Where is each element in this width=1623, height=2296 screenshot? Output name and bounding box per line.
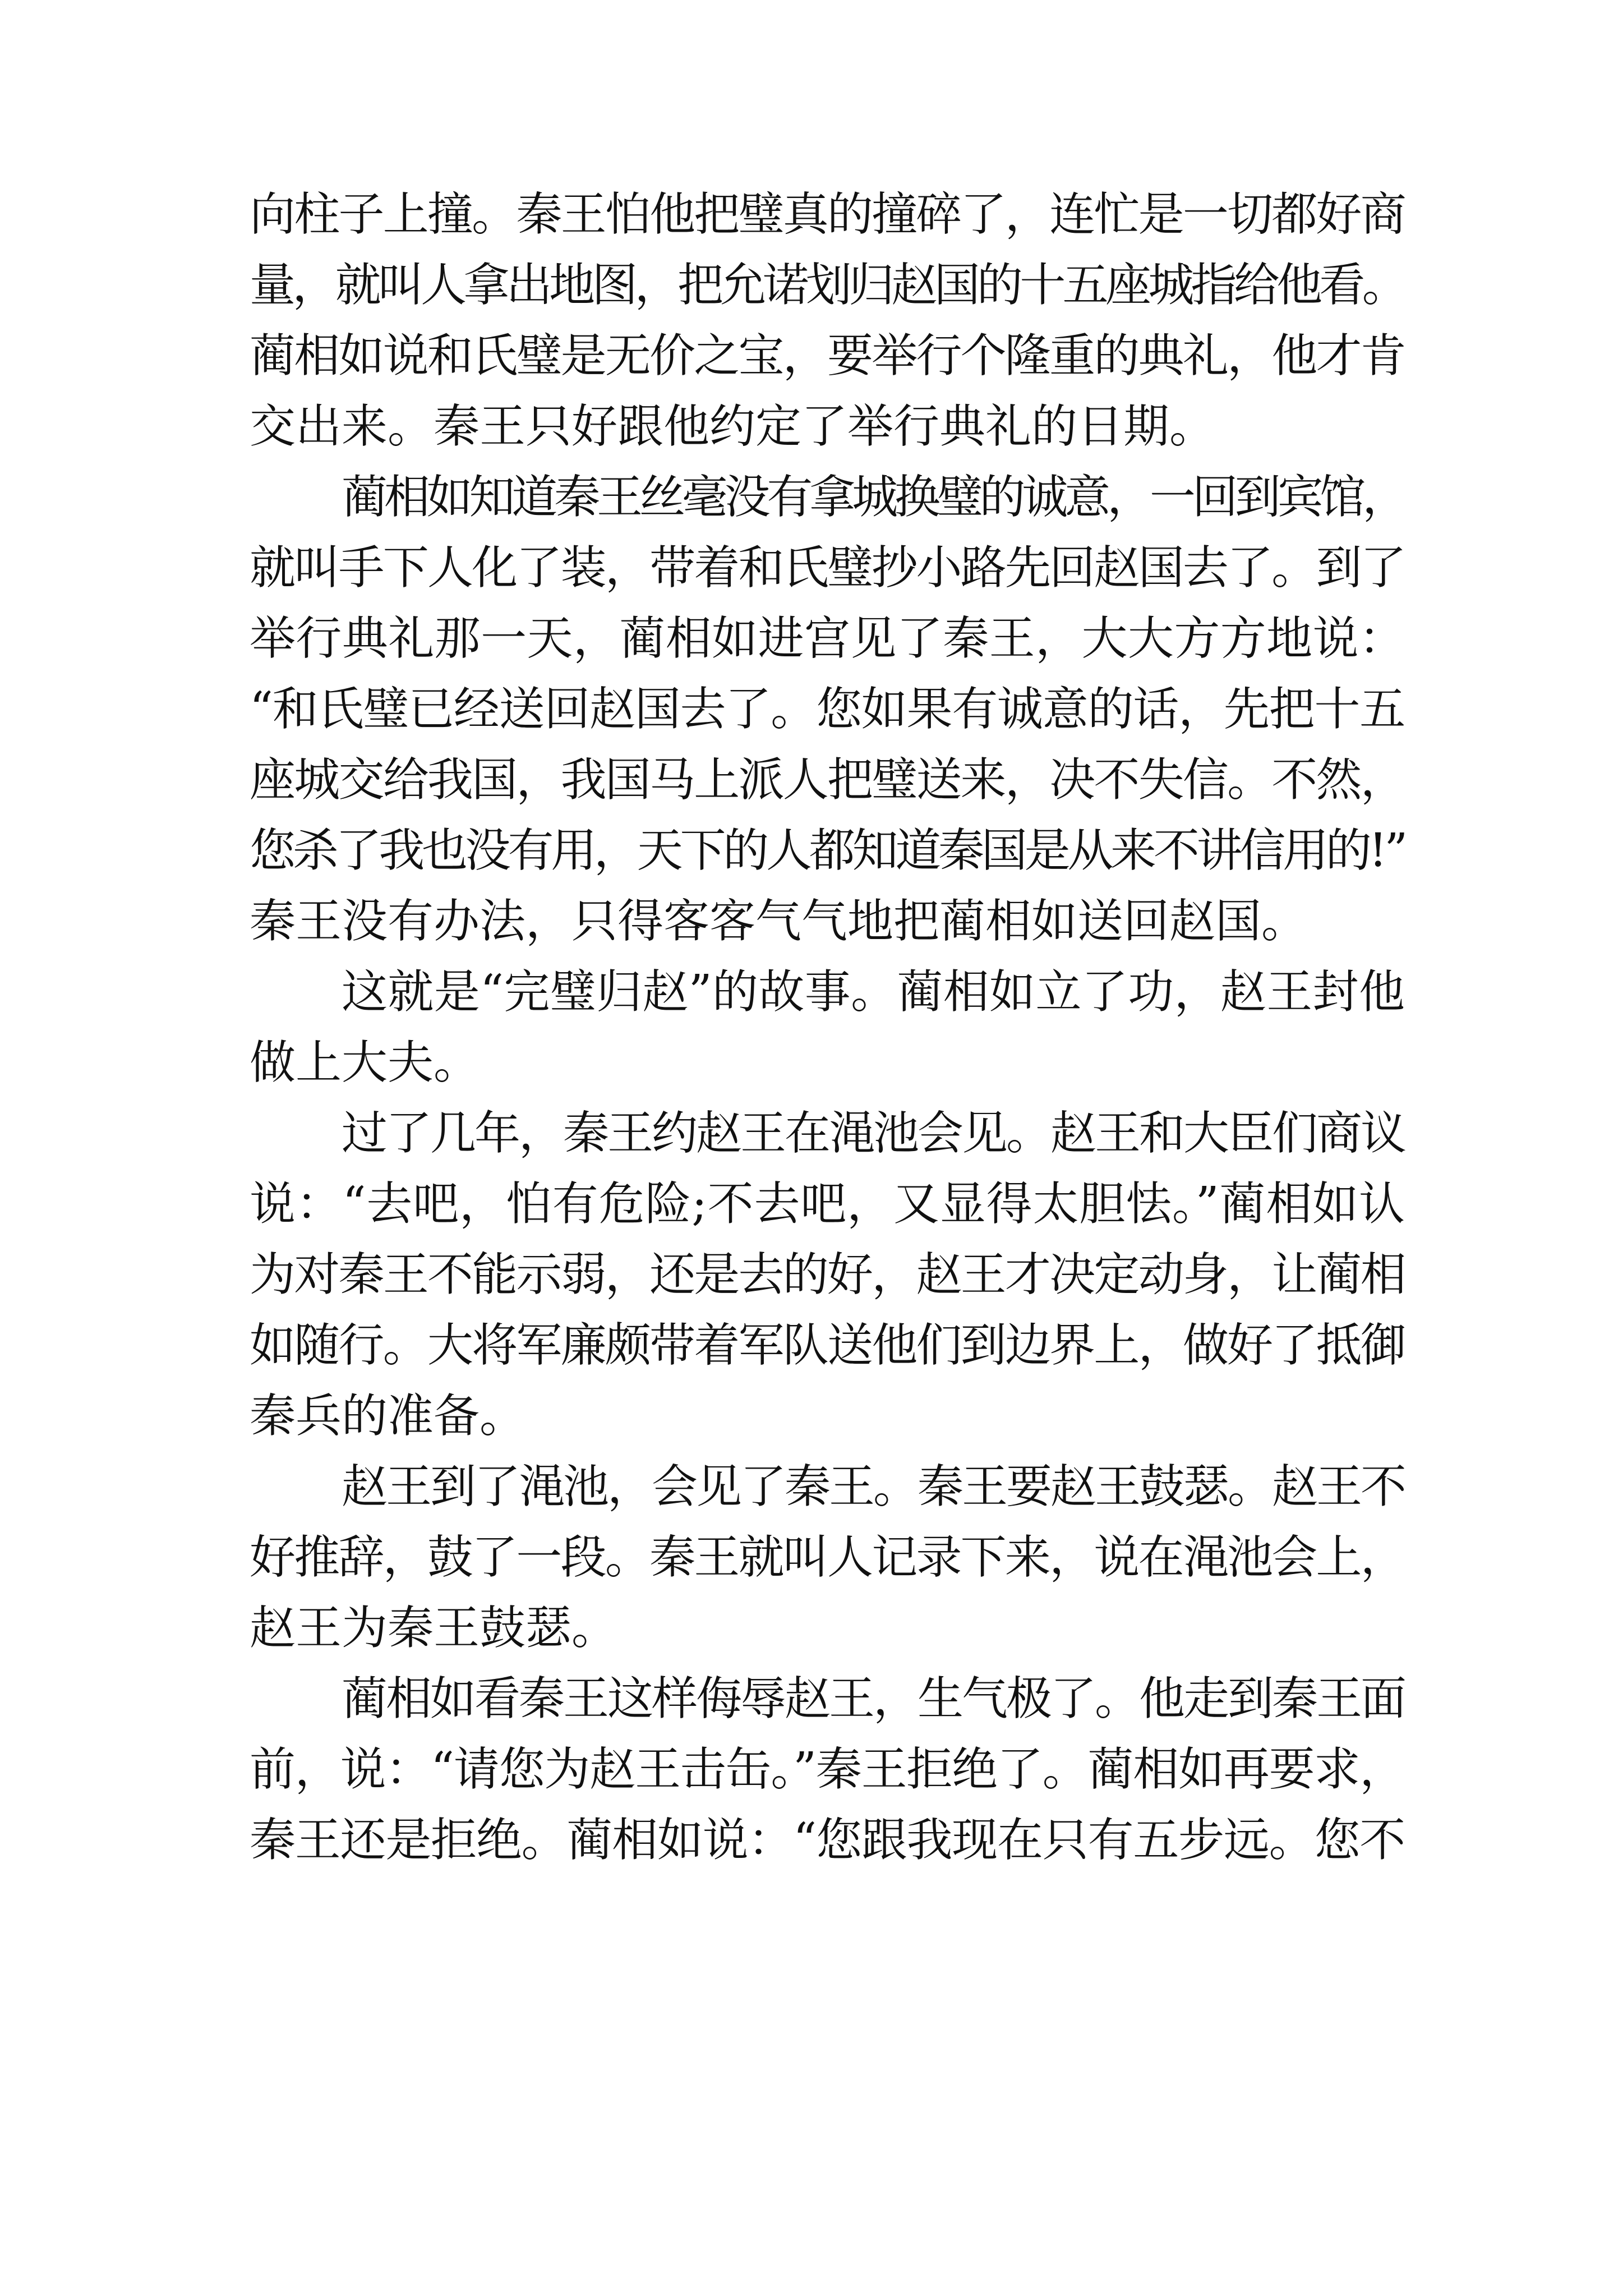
text-line: 如随行。大将军廉颇带着军队送他们到边界上，做好了抵御 xyxy=(250,1319,1405,1372)
text-line: 蔺相如说和氏璧是无价之宝，要举行个隆重的典礼，他才肯 xyxy=(250,329,1405,383)
text-line: 交出来。秦王只好跟他约定了举行典礼的日期。 xyxy=(250,400,1216,453)
text-line: 前，说：“请您为赵王击缶。”秦王拒绝了。蔺相如再要求， xyxy=(250,1743,1405,1796)
text-line: 秦兵的准备。 xyxy=(250,1389,526,1443)
text-line: 赵王为秦王鼓瑟。 xyxy=(250,1602,618,1655)
text-line: 做上大夫。 xyxy=(250,1036,480,1089)
text-line: 您杀了我也没有用，天下的人都知道秦国是从来不讲信用的!” xyxy=(250,824,1405,877)
text-line: 这就是“完璧归赵”的故事。蔺相如立了功，赵王封他 xyxy=(342,965,1405,1019)
text-line: 秦王还是拒绝。蔺相如说：“您跟我现在只有五步远。您不 xyxy=(250,1814,1405,1867)
text-line: 过了几年，秦王约赵王在渑池会见。赵王和大臣们商议 xyxy=(342,1107,1405,1160)
text-line: “和氏璧已经送回赵国去了。您如果有诚意的话，先把十五 xyxy=(250,683,1405,736)
text-line: 说：“去吧，怕有危险;不去吧，又显得太胆怯。”蔺相如认 xyxy=(250,1177,1405,1231)
text-line: 量，就叫人拿出地图，把允诺划归赵国的十五座城指给他看。 xyxy=(250,259,1405,312)
document-page xyxy=(250,180,1405,1876)
text-line: 赵王到了渑池，会见了秦王。秦王要赵王鼓瑟。赵王不 xyxy=(342,1460,1405,1513)
text-line: 座城交给我国，我国马上派人把璧送来，决不失信。不然， xyxy=(250,753,1405,807)
text-line: 秦王没有办法，只得客客气气地把蔺相如送回赵国。 xyxy=(250,895,1308,948)
text-line: 为对秦王不能示弱，还是去的好，赵王才决定动身，让蔺相 xyxy=(250,1248,1405,1301)
text-line: 举行典礼那一天，蔺相如进宫见了秦王，大大方方地说： xyxy=(250,612,1405,665)
text-line: 就叫手下人化了装，带着和氏璧抄小路先回赵国去了。到了 xyxy=(250,541,1405,595)
text-line: 好推辞，鼓了一段。秦王就叫人记录下来，说在渑池会上， xyxy=(250,1531,1405,1584)
text-line: 向柱子上撞。秦王怕他把璧真的撞碎了，连忙是一切都好商 xyxy=(250,188,1405,241)
text-line: 蔺相如知道秦王丝毫没有拿城换璧的诚意，一回到宾馆， xyxy=(342,471,1405,524)
text-line: 蔺相如看秦王这样侮辱赵王，生气极了。他走到秦王面 xyxy=(342,1672,1405,1726)
